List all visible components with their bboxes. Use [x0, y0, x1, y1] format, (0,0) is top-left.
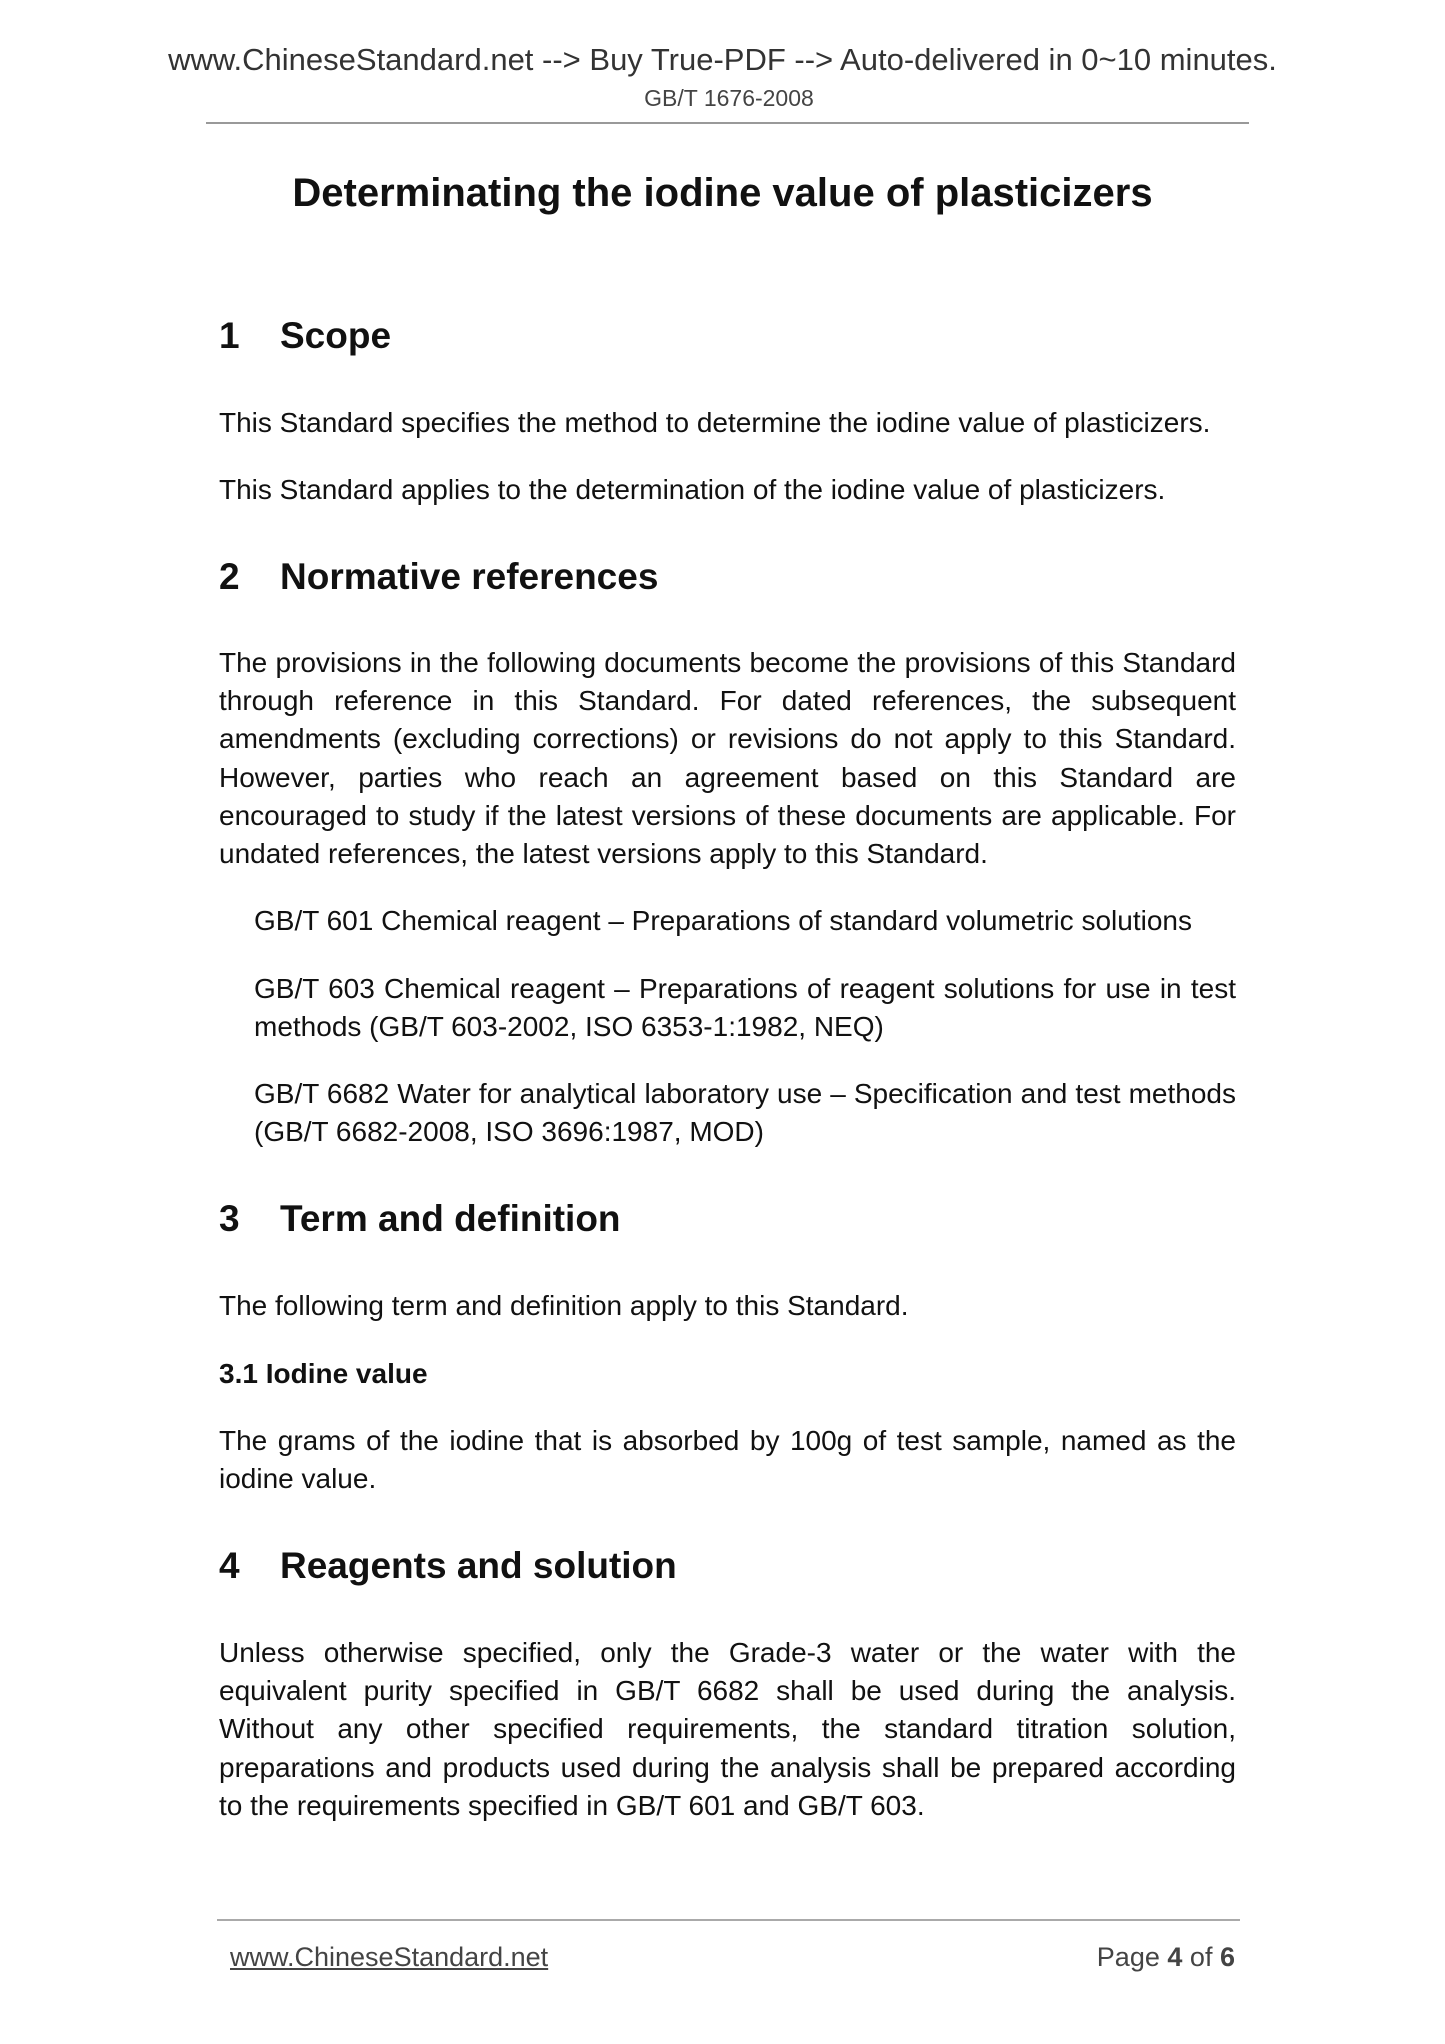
page-label: Page	[1096, 1942, 1160, 1972]
section-title: Scope	[280, 315, 392, 356]
section-heading-normative-references	[219, 554, 658, 600]
section-heading-scope	[219, 313, 391, 359]
paragraph: The provisions in the following documents become the provisions of this Standard through reference in this Standard. For dated references, the subsequent amendments (excluding corrections) or revisions do not apply to this Standard. However, parties who reach an agreement based on this Standard are encouraged to study if the latest versions of these documents are applicable. For undated references, the latest versions apply to this Standard.	[219, 647, 1236, 870]
section-number: 4	[219, 1545, 240, 1586]
footer-link[interactable]: www.ChineseStandard.net	[230, 1942, 549, 1972]
paragraph: The grams of the iodine that is absorbed by 100g of test sample, named as the iodine value.	[219, 1425, 1236, 1495]
page-total: 6	[1219, 1942, 1235, 1972]
reference-item: GB/T 601 Chemical reagent – Preparations of standard volumetric solutions	[254, 905, 1192, 936]
page-indicator	[1097, 1939, 1235, 1975]
page-of: of	[1189, 1942, 1213, 1972]
reference-item: GB/T 603 Chemical reagent – Preparations of reagent solutions for use in test methods (GB/T 603-2002, ISO 6353-1:1982, NEQ)	[254, 973, 1236, 1043]
page-title: Determinating the iodine value of plasticizers	[292, 171, 1153, 215]
section-title: Term and definition	[280, 1198, 621, 1239]
reference-item: GB/T 6682 Water for analytical laboratory use – Specification and test methods (GB/T 6682-2008, ISO 3696:1987, MOD)	[254, 1078, 1236, 1148]
paragraph: This Standard applies to the determination of the iodine value of plasticizers.	[219, 474, 1166, 505]
section-number: 1	[219, 315, 240, 356]
header-divider	[206, 122, 1249, 124]
section-number: 3	[219, 1198, 240, 1239]
header-banner: www.ChineseStandard.net --> Buy True-PDF --> Auto-delivered in 0~10 minutes.	[168, 42, 1277, 77]
section-title: Reagents and solution	[280, 1545, 677, 1586]
paragraph: The following term and definition apply to this Standard.	[219, 1290, 909, 1321]
subsection-heading: 3.1 Iodine value	[219, 1358, 428, 1389]
section-number: 2	[219, 556, 240, 597]
paragraph: This Standard specifies the method to determine the iodine value of plasticizers.	[219, 407, 1211, 438]
footer-divider	[217, 1919, 1240, 1921]
footer-link-wrap	[230, 1939, 548, 1975]
standard-code: GB/T 1676-2008	[644, 85, 814, 111]
section-heading-reagents	[219, 1543, 677, 1589]
page-current: 4	[1167, 1942, 1183, 1972]
paragraph: Unless otherwise specified, only the Grade-3 water or the water with the equivalent purity specified in GB/T 6682 shall be used during the analysis. Without any other specified requirements, the standard titration solution, preparations and products used during the analysis shall be prepared according to the requirements specified in GB/T 601 and GB/T 603.	[219, 1637, 1236, 1821]
section-heading-term-definition	[219, 1196, 621, 1242]
section-title: Normative references	[280, 556, 659, 597]
